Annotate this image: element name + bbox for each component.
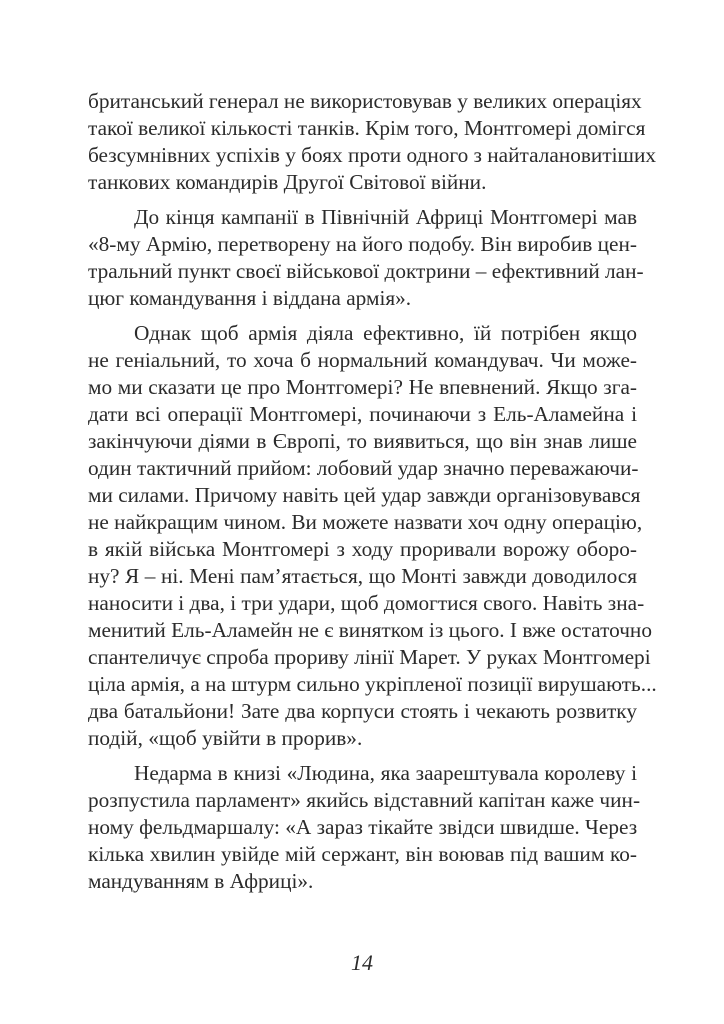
text-line: подій, «щоб увійти в прорив».	[88, 726, 363, 750]
text-line: дати всі операції Монтгомері, починаючи з Ель-Аламейна і	[88, 402, 637, 426]
text-line: британський генерал не використовував у великих операціях	[88, 89, 642, 113]
text-line: наносити і два, і три удари, щоб домогтися свого. Навіть зна-	[88, 591, 645, 615]
text-line: розпустила парламент» якийсь відставний капітан каже чин-	[88, 788, 641, 812]
text-line: ному фельдмаршалу: «А зараз тікайте звідси швидше. Через	[88, 815, 638, 839]
text-line: не найкращим чином. Ви можете назвати хоч одну операцію,	[88, 510, 643, 534]
paragraph-1	[88, 88, 656, 196]
text-line: цюг командування і віддана армія».	[88, 286, 412, 310]
text-line: менитий Ель-Аламейн не є винятком із цього. І вже остаточно	[88, 618, 652, 642]
paragraph-4	[88, 760, 641, 895]
text-line: танкових командирів Другої Світової війни.	[88, 170, 487, 194]
text-line: тральний пункт своєї військової доктрини – ефективний лан-	[88, 259, 644, 283]
text-line: два батальйони! Зате два корпуси стоять і чекають розвитку	[88, 699, 637, 723]
text-line: До кінця кампанії в Північній Африці Монтгомері мав	[134, 205, 637, 229]
text-line: мо ми сказати це про Монтгомері? Не впевнений. Якщо зга-	[88, 375, 637, 399]
text-line: ціла армія, а на штурм сильно укріпленої позиції вирушають...	[88, 672, 657, 696]
page-body	[88, 88, 657, 903]
text-line: безсумнівних успіхів у боях проти одного з найталановитіших	[88, 143, 656, 167]
text-line: в якій війська Монтгомері з ходу проривали ворожу оборо-	[88, 537, 637, 561]
text-line: кілька хвилин увійде мій сержант, він воював під вашим ко-	[88, 842, 637, 866]
text-line: Недарма в книзі «Людина, яка заарештувала королеву і	[134, 761, 637, 785]
text-line: Однак щоб армія діяла ефективно, їй потрібен якщо	[134, 321, 637, 345]
text-line: один тактичний прийом: лобовий удар значно переважаючи-	[88, 456, 639, 480]
page-number: 14	[351, 950, 373, 975]
text-line: ми силами. Причому навіть цей удар завжди організовувався	[88, 483, 641, 507]
text-line: такої великої кількості танків. Крім того, Монтгомері домігся	[88, 116, 646, 140]
text-line: спантеличує спроба прориву лінії Марет. У руках Монтгомері	[88, 645, 651, 669]
paragraph-3	[88, 320, 657, 752]
paragraph-2	[88, 204, 644, 312]
text-line: не геніальний, то хоча б нормальний командувач. Чи може-	[88, 348, 637, 372]
text-line: мандуванням в Африці».	[88, 869, 314, 893]
text-line: закінчуючи діями в Європі, то виявиться, що він знав лише	[88, 429, 637, 453]
text-line: ну? Я – ні. Мені пам’ятається, що Монті завжди доводилося	[88, 564, 637, 588]
text-line: «8-му Армію, перетворену на його подобу. Він виробив цен-	[88, 232, 637, 256]
